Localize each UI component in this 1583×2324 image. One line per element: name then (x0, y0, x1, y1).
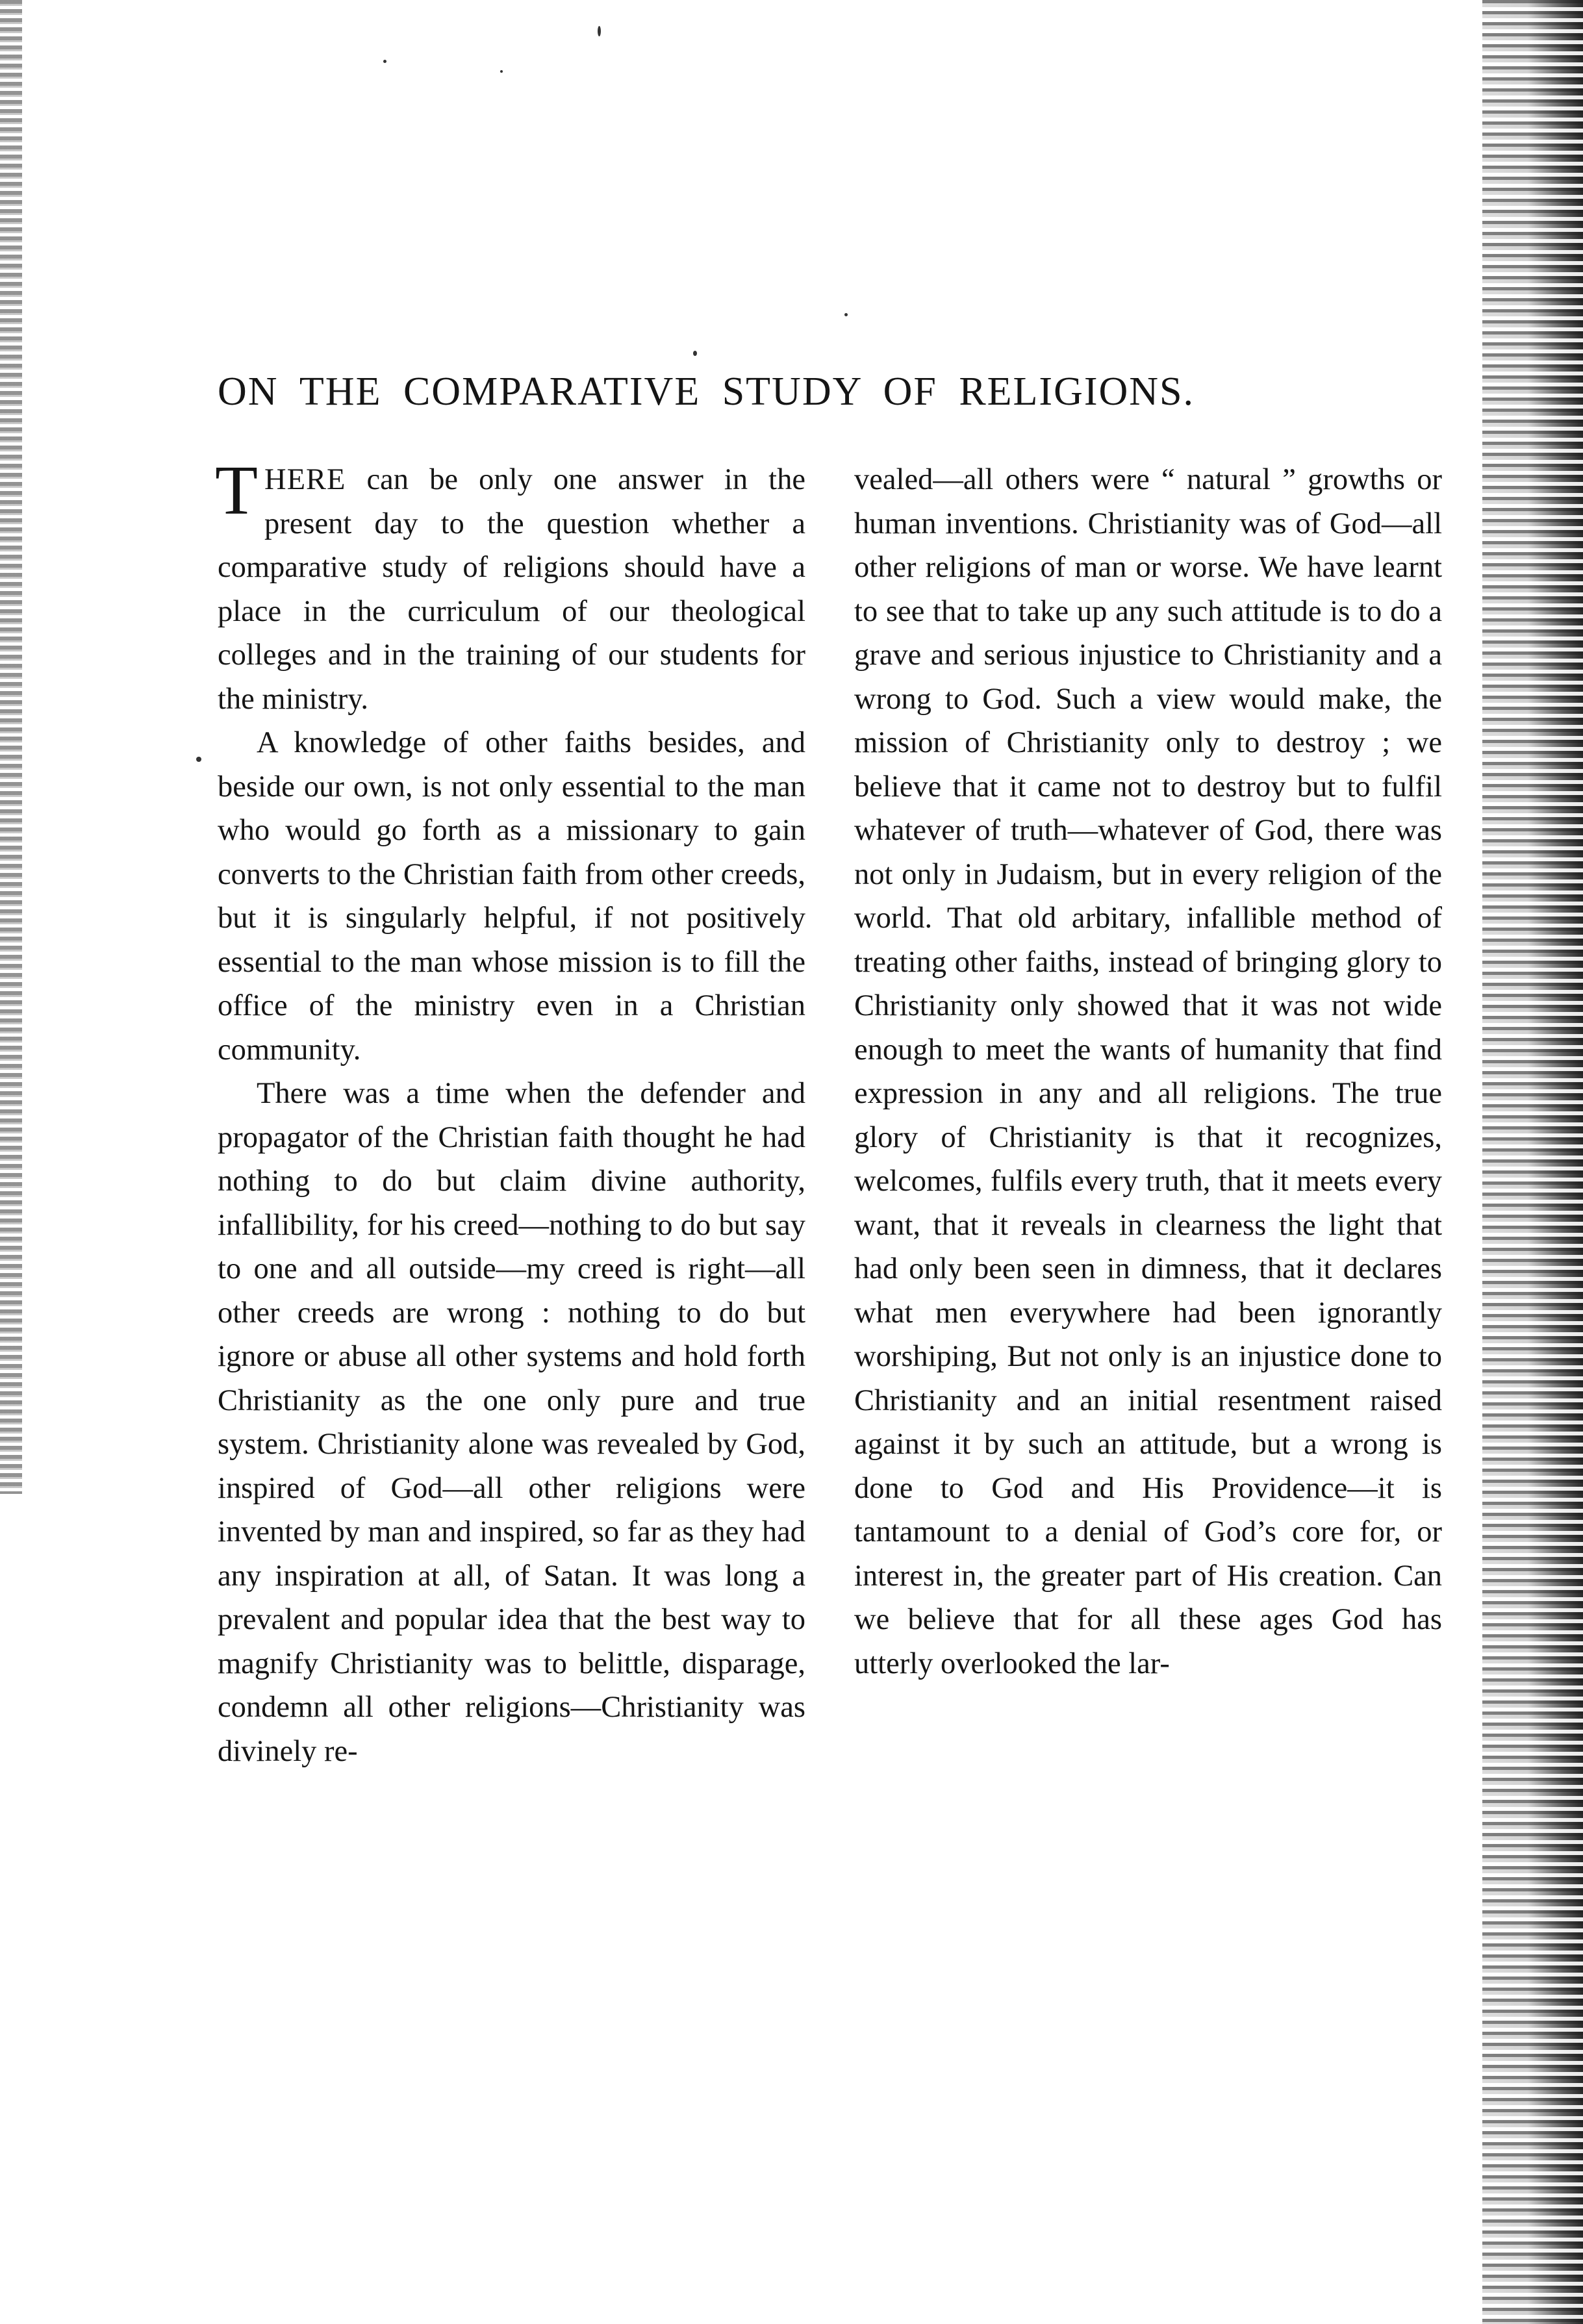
ink-speck (196, 757, 201, 762)
ink-speck (844, 313, 848, 316)
paragraph-1 (215, 452, 805, 721)
ink-speck (383, 60, 386, 63)
drop-cap: T (215, 452, 258, 529)
ink-speck (598, 26, 601, 36)
scanned-page-right-edge (1482, 0, 1583, 2324)
paragraph-3-continued: vealed—all others were “ natural ” growths or human inventions. Christianity was of God—all other religions of man or worse. We have learnt to see that to take up any such attitude is to do a grave and serious injustice to Christianity and a wrong to God. Such a view would make, the mission of Christianity only to destroy ; we believe that it came not to destroy but to fulfil whatever of truth—whatever of God, there was not only in Judaism, but in every religion of the world. That old arbitary, infallible method of treating other faiths, instead of bringing glory to Christianity only showed that it was not wide enough to meet the wants of humanity that find expression in any and all religions. The true glory of Christianity is that it recognizes, welcomes, fulfils every truth, that it meets every want, that it reveals in clearness the light that had only been seen in dimness, that it declares what men everywhere had been ignorantly worshiping, But not only is an injustice done to Christianity and an initial resentment raised against it by such an attitude, but a wrong is done to God and His Providence—it is tantamount to a denial of God’s core for, or interest in, the greater part of His creation. Can we believe that for all these ages God has utterly overlooked the lar- (854, 463, 1442, 1680)
paragraph-1-text: can be only one answer in the present day to the question whether a comparative study of religions should have a place in the curriculum of our theological colleges and in the training of our students for the ministry. (218, 463, 805, 716)
scanned-page-left-edge (0, 0, 22, 1494)
ink-speck (500, 70, 503, 73)
text-column-right (854, 458, 1442, 2121)
paragraph-2: A knowledge of other faiths besides, and beside our own, is not only essential to the man who would go forth as a missionary to gain converts to the Christian faith from other creeds, but it is singularly helpful, if not positively essential to the man whose mission is to fill the office of the ministry even in a Christian community. (218, 726, 805, 1067)
ink-speck (693, 351, 697, 356)
paragraph-3: There was a time when the defender and propagator of the Christian faith thought he had nothing to do but claim divine authority, infallibility, for his creed—nothing to do but say to one and all outside—my creed is right—all other creeds are wrong : nothing to do but ignore or abuse all other systems and hold forth Christianity as the one only pure and true system. Christianity alone was revealed by God, inspired of God—all other religions were invented by man and inspired, so far as they had any inspiration at all, of Satan. It was long a prevalent and popular idea that the best way to magnify Christianity was to belittle, disparage, condemn all other religions—Christianity was divinely re- (218, 1077, 805, 1768)
opening-word: HERE (264, 463, 346, 496)
article-title: ON THE COMPARATIVE STUDY OF RELIGIONS. (218, 370, 1195, 414)
text-column-left (215, 452, 805, 2121)
